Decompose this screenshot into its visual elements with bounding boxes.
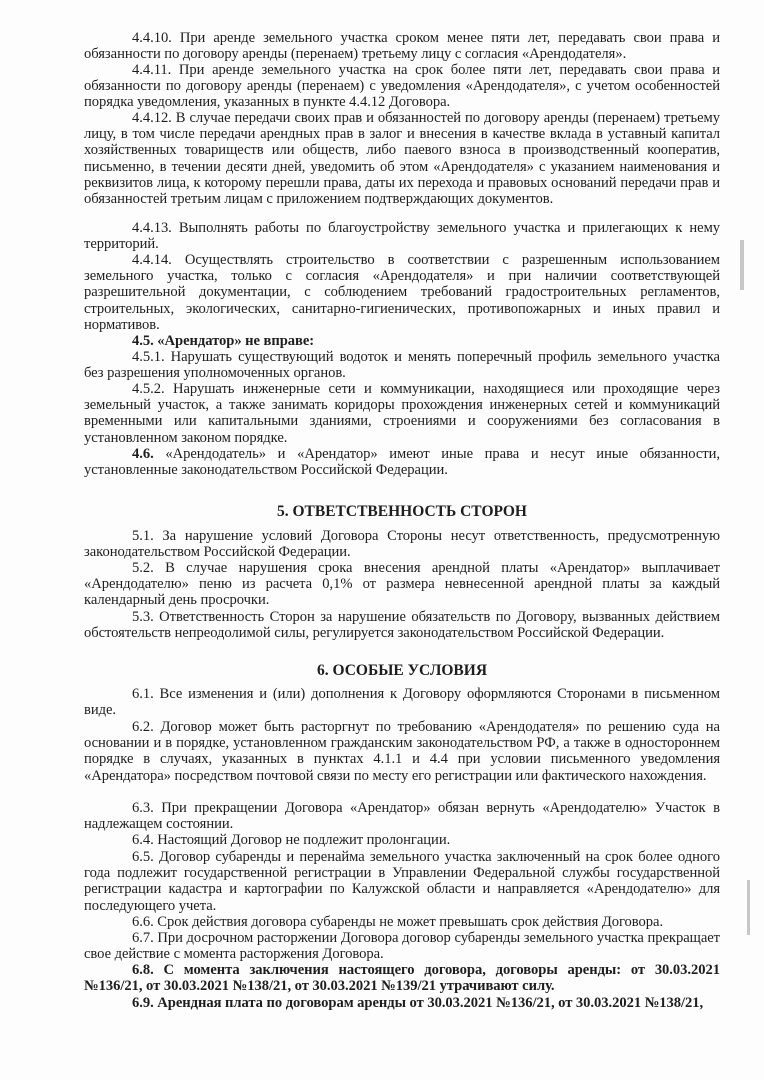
clause-6-6: 6.6. Срок действия договора субаренды не может превышать срок действия Договора. <box>132 914 664 930</box>
section-5-heading: 5. ОТВЕТСТВЕННОСТЬ СТОРОН <box>276 503 527 520</box>
section-6-heading: 6. ОСОБЫЕ УСЛОВИЯ <box>316 662 488 679</box>
clause-4-4-14: 4.4.14. Осуществлять строительство в соответствии с разрешенным использованием земельного участка, только с согласия «Арендодателя» и при наличии соответствующей разрешительной документации, с соблюдением требований градостроительных регламентов, строительных, экологических, санитарно-гигиенических, противопожарных и иных правил и нормативов. <box>84 252 720 333</box>
clause-6-9: 6.9. Арендная плата по договорам аренды от 30.03.2021 №136/21, от 30.03.2021 №138/21, <box>132 995 704 1011</box>
clause-4-4-12: 4.4.12. В случае передачи своих прав и обязанностей по договору аренды (перенаем) третьему лицу, в том числе передачи арендных прав в залог и внесения в качестве вклада в уставный капитал хозяйственных товариществ или обществ, либо паевого взноса в производственный кооператив, письменно, в течении десяти дней, уведомить об этом «Арендодателя» с указанием наименования и реквизитов лица, к которому перешли права, даты их перехода и правовых оснований передачи прав и обязанностей третьим лицам с приложением подтверждающих документов. <box>84 110 720 208</box>
clause-4-4-13: 4.4.13. Выполнять работы по благоустройству земельного участка и прилегающих к нему территорий. <box>84 220 720 253</box>
clause-6-1: 6.1. Все изменения и (или) дополнения к Договору оформляются Сторонами в письменном виде. <box>84 686 720 719</box>
clause-4-4-11: 4.4.11. При аренде земельного участка на срок более пяти лет, передавать свои права и обязанности по договору аренды (перенаем) с уведомления «Арендодателя», с учетом особенностей порядка уведомления, указанных в пункте 4.4.12 Договора. <box>84 62 720 111</box>
clause-4-5-2: 4.5.2. Нарушать инженерные сети и коммуникации, находящиеся или проходящие через земельный участок, а также занимать коридоры прохождения инженерных сетей и коммуникаций временными или капитальными зданиями, строениями и сооружениями без согласования в установленном законом порядке. <box>84 381 720 446</box>
clause-4-6 <box>84 446 720 478</box>
clause-4-6-number: 4.6. <box>132 446 154 462</box>
clause-5-3: 5.3. Ответственность Сторон за нарушение обязательств по Договору, вызванных действием обстоятельств непреодолимой силы, регулируется законодательством Российской Федерации. <box>84 609 720 642</box>
clause-6-2: 6.2. Договор может быть расторгнут по требованию «Арендодателя» по решению суда на основании и в порядке, установленном гражданским законодательством РФ, а также в одностороннем порядке в случаях, указанных в пунктах 4.1.1 и 4.4 при условии письменного уведомления «Арендатора» посредством почтовой связи по месту его регистрации или фактического нахождения. <box>84 719 720 784</box>
clause-4-6-text: «Арендодатель» и «Арендатор» имеют иные права и несут иные обязанности, установленные законодательством Российской Федерации. <box>84 446 720 479</box>
clause-4-5-heading: 4.5. «Арендатор» не вправе: <box>132 333 315 349</box>
clause-6-5: 6.5. Договор субаренды и перенайма земельного участка заключенный на срок более одного года подлежит государственной регистрации в Управлении Федеральной службы государственной регистрации кадастра и картографии по Калужской области и направляется «Арендодателю» для последующего учета. <box>84 849 720 914</box>
scan-artifact <box>747 880 750 935</box>
clause-6-4: 6.4. Настоящий Договор не подлежит пролонгации. <box>132 832 451 848</box>
clause-6-8: 6.8. С момента заключения настоящего договора, договоры аренды: от 30.03.2021 №136/21, от 30.03.2021 №138/21, от 30.03.2021 №139/21 утрачивают силу. <box>84 962 720 995</box>
clause-6-3: 6.3. При прекращении Договора «Арендатор» обязан вернуть «Арендодателю» Участок в надлежащем состоянии. <box>84 800 720 833</box>
clause-5-1: 5.1. За нарушение условий Договора Стороны несут ответственность, предусмотренную законодательством Российской Федерации. <box>84 528 720 561</box>
clause-4-4-10: 4.4.10. При аренде земельного участка сроком менее пяти лет, передавать свои права и обязанности по договору аренды (перенаем) третьему лицу с согласия «Арендодателя». <box>84 30 720 63</box>
clause-6-7: 6.7. При досрочном расторжении Договора договор субаренды земельного участка прекращает свое действие с момента расторжения Договора. <box>84 930 720 963</box>
clause-5-2: 5.2. В случае нарушения срока внесения арендной платы «Арендатор» выплачивает «Арендодателю» пеню из расчета 0,1% от размера невнесенной арендной платы за каждый календарный день просрочки. <box>84 560 720 609</box>
scan-artifact <box>740 240 744 290</box>
clause-4-5-1: 4.5.1. Нарушать существующий водоток и менять поперечный профиль земельного участка без разрешения уполномоченных органов. <box>84 349 720 382</box>
